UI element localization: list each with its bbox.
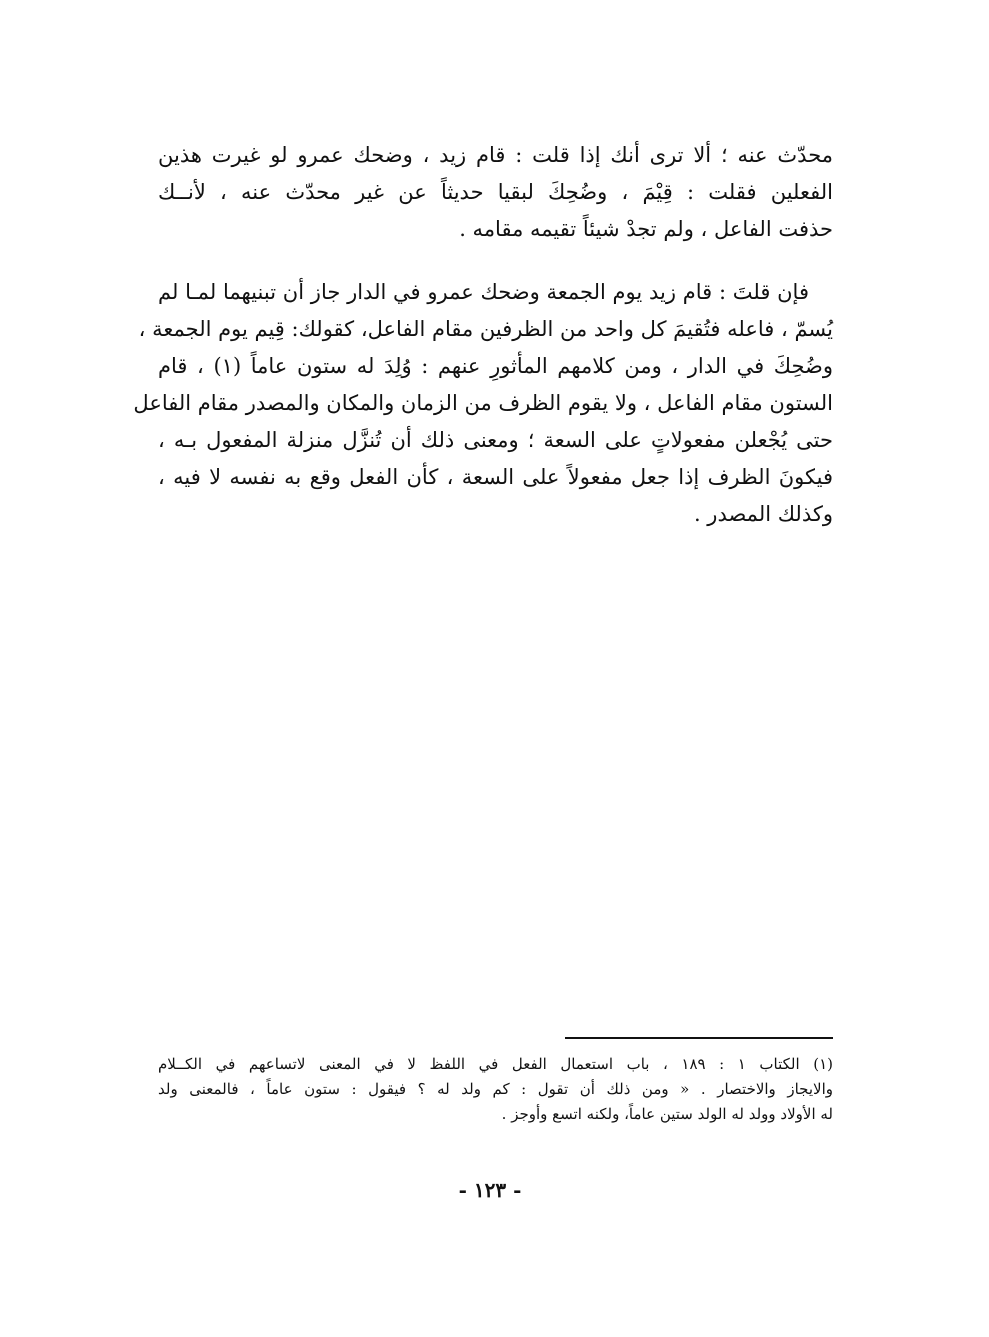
footnote-line: والايجاز والاختصار . « ومن ذلك أن تقول : كم ولد له ؟ فيقول : ستون عاماً ، فالمعنى ولد [158, 1080, 833, 1098]
text-line: يُسمّ ، فاعله فتُقيمَ كل واحد من الظرفين مقام الفاعل، كقولك: قِيم يوم الجمعة ، [138, 317, 833, 341]
text-line: فيكونَ الظرف إذا جعل مفعولاً على السعة ، كأن الفعل وقع به نفسه لا فيه ، [158, 465, 833, 489]
text-line: وكذلك المصدر . [693, 502, 833, 526]
text-line: وضُحِكَ في الدار ، ومن كلامهم المأثورِ عنهم : وُلِدَ له ستون عاماً (١) ، قام [158, 354, 833, 378]
text-line: الفعلين فقلت : قِيْمَ ، وضُحِكَ لبقيا حديثاً عن غير محدّث عنه ، لأنــك [158, 180, 833, 204]
footnote-divider [565, 1037, 833, 1039]
page-number: - ١٢٣ - [458, 1178, 522, 1202]
text-line: فإن قلتَ : قام زيد يوم الجمعة وضحك عمرو في الدار جاز أن تبنيهما لمـا لم [158, 280, 809, 304]
footnote-line: له الأولاد وولد له الولد ستين عاماً، ولكنه اتسع وأوجز . [501, 1105, 833, 1123]
footnote-block [158, 1052, 833, 1127]
paragraph-2 [133, 274, 833, 533]
text-line: محدّث عنه ؛ ألا ترى أنك إذا قلت : قام زيد ، وضحك عمرو لو غيرت هذين [158, 143, 833, 167]
text-line: الستون مقام الفاعل ، ولا يقوم الظرف من الزمان والمكان والمصدر مقام الفاعل [133, 391, 833, 415]
footnote-line: (١) الكتاب ١ : ١٨٩ ، باب استعمال الفعل في اللفظ لا في المعنى لاتساعهم في الكــلام [158, 1055, 833, 1073]
paragraph-1 [158, 137, 833, 248]
text-line: حذفت الفاعل ، ولم تجدْ شيئاً تقيمه مقامه . [459, 217, 833, 241]
text-line: حتى يُجْعلن مفعولاتٍ على السعة ؛ ومعنى ذلك أن تُنزَّل منزلة المفعول بـه ، [158, 428, 833, 452]
